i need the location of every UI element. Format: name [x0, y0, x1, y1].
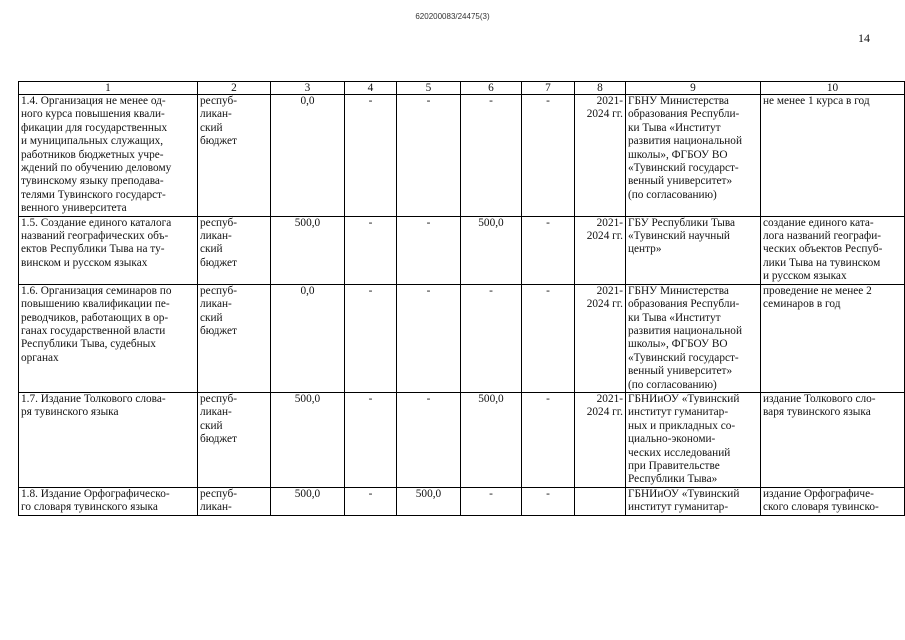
table-row	[19, 284, 905, 392]
year-2024-cell: -	[522, 216, 575, 284]
year-2024-cell: -	[522, 284, 575, 392]
result-cell: проведение не менее 2 семинаров в год	[761, 284, 905, 392]
year-2021-cell: -	[345, 95, 397, 217]
table-row	[19, 487, 905, 515]
document-code: 620200083/24475(3)	[415, 12, 490, 21]
result-cell: создание единого ката- лога названий географи- ческих объектов Респуб- лики Тыва на тувинском и русском языках	[761, 216, 905, 284]
year-2022-cell: -	[397, 216, 461, 284]
total-cell: 500,0	[271, 392, 345, 487]
year-2023-cell: 500,0	[461, 392, 522, 487]
table-row	[19, 392, 905, 487]
column-number: 1	[19, 82, 198, 95]
total-cell: 500,0	[271, 487, 345, 515]
year-2024-cell: -	[522, 487, 575, 515]
task-cell: 1.4. Организация не менее од- ного курса повышения квали- фикации для государственных и муниципальных служащих, работников бюджетных учре- ждений по обучению деловому тувинскому языку преподава- телями Тувинского государст- венного университета	[19, 95, 198, 217]
period-cell: 2021- 2024 гг.	[575, 95, 626, 217]
column-number: 9	[626, 82, 761, 95]
column-number: 2	[198, 82, 271, 95]
year-2021-cell: -	[345, 284, 397, 392]
year-2023-cell: -	[461, 95, 522, 217]
result-cell: издание Орфографиче- ского словаря тувинско-	[761, 487, 905, 515]
year-2024-cell: -	[522, 95, 575, 217]
table-row	[19, 216, 905, 284]
funding-source-cell: респуб- ликан-	[198, 487, 271, 515]
period-cell: 2021- 2024 гг.	[575, 216, 626, 284]
executor-cell: ГБУ Республики Тыва «Тувинский научный центр»	[626, 216, 761, 284]
executor-cell: ГБНУ Министерства образования Республи- ки Тыва «Институт развития национальной школы», ФГБОУ ВО «Тувинский государст- венный университет» (по согласованию)	[626, 284, 761, 392]
column-number: 6	[461, 82, 522, 95]
column-number: 3	[271, 82, 345, 95]
executor-cell: ГБНУ Министерства образования Республи- ки Тыва «Институт развития национальной школы», ФГБОУ ВО «Тувинский государст- венный университет» (по согласованию)	[626, 95, 761, 217]
table-row	[19, 95, 905, 217]
year-2024-cell: -	[522, 392, 575, 487]
year-2022-cell: -	[397, 392, 461, 487]
year-2021-cell: -	[345, 216, 397, 284]
year-2021-cell: -	[345, 487, 397, 515]
funding-source-cell: респуб- ликан- ский бюджет	[198, 392, 271, 487]
column-number-row	[19, 82, 905, 95]
column-number: 8	[575, 82, 626, 95]
period-cell: 2021- 2024 гг.	[575, 284, 626, 392]
period-cell: 2021- 2024 гг.	[575, 392, 626, 487]
task-cell: 1.6. Организация семинаров по повышению квалификации пе- реводчиков, работающих в ор- ганах государственной власти Республики Тыва, судебных органах	[19, 284, 198, 392]
executor-cell: ГБНИиОУ «Тувинский институт гуманитар- ных и прикладных со- циально-экономи- ческих исследований при Правительстве Республики Тыва»	[626, 392, 761, 487]
result-cell: не менее 1 курса в год	[761, 95, 905, 217]
year-2022-cell: -	[397, 284, 461, 392]
year-2023-cell: 500,0	[461, 216, 522, 284]
column-number: 7	[522, 82, 575, 95]
funding-source-cell: респуб- ликан- ский бюджет	[198, 284, 271, 392]
year-2022-cell: -	[397, 95, 461, 217]
year-2023-cell: -	[461, 487, 522, 515]
column-number: 10	[761, 82, 905, 95]
total-cell: 0,0	[271, 284, 345, 392]
funding-source-cell: респуб- ликан- ский бюджет	[198, 216, 271, 284]
executor-cell: ГБНИиОУ «Тувинский институт гуманитар-	[626, 487, 761, 515]
task-cell: 1.5. Создание единого каталога названий географических объ- ектов Республики Тыва на ту- винском и русском языках	[19, 216, 198, 284]
year-2022-cell: 500,0	[397, 487, 461, 515]
funding-source-cell: респуб- ликан- ский бюджет	[198, 95, 271, 217]
page-number: 14	[858, 31, 870, 45]
year-2023-cell: -	[461, 284, 522, 392]
program-table	[18, 81, 905, 516]
column-number: 5	[397, 82, 461, 95]
task-cell: 1.7. Издание Толкового слова- ря тувинского языка	[19, 392, 198, 487]
task-cell: 1.8. Издание Орфографическо- го словаря тувинского языка	[19, 487, 198, 515]
year-2021-cell: -	[345, 392, 397, 487]
total-cell: 0,0	[271, 95, 345, 217]
result-cell: издание Толкового сло- варя тувинского языка	[761, 392, 905, 487]
period-cell	[575, 487, 626, 515]
column-number: 4	[345, 82, 397, 95]
total-cell: 500,0	[271, 216, 345, 284]
